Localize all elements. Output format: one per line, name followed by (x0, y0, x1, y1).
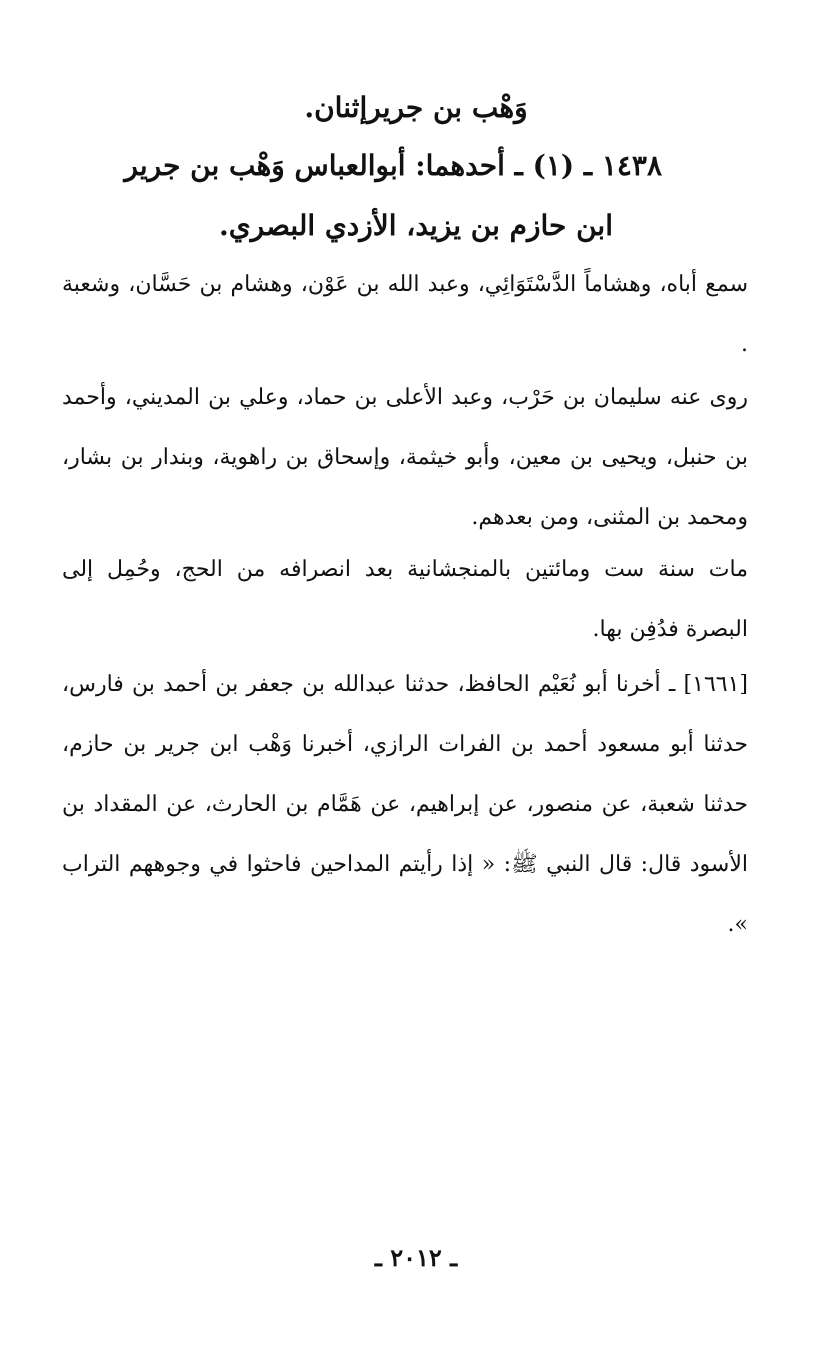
hadith-paragraph: [١٦٦١] ـ أخرنا أبو نُعَيْم الحافظ، حدثنا عبدالله بن جعفر بن أحمد بن فارس، حدثنا أبو مسعود أحمد بن الفرات الرازي، أخبرنا وَهْب ابن جرير بن حازم، حدثنا شعبة، عن منصور، عن إبراهيم، عن هَمَّام بن الحارث، عن المقداد بن الأسود قال: قال النبي ﷺ: « إذا رأيتم المداحين فاحثوا في وجوههم التراب ». (62, 672, 748, 937)
page-number: ـ ٢٠١٢ ـ (374, 1243, 458, 1272)
death-paragraph: مات سنة ست ومائتين بالمنجشانية بعد انصرافه من الحج، وحُمِل إلى البصرة فدُفِن بها. (62, 557, 748, 642)
students-paragraph: روى عنه سليمان بن حَرْب، وعبد الأعلى بن حماد، وعلي بن المديني، وأحمد بن حنبل، ويحيى بن معين، وأبو خيثمة، وإسحاق بن راهوية، وبندار بن بشار، ومحمد بن المثنى، ومن بعدهم. (62, 385, 748, 530)
entry-lineage: ابن حازم بن يزيد، الأزدي البصري. (218, 209, 613, 242)
entry-title: وَهْب بن جريرإثنان. (304, 91, 528, 124)
entry-number-heading: ١٤٣٨ ـ (١) ـ أحدهما: أبوالعباس وَهْب بن جرير (124, 149, 662, 182)
teachers-paragraph: سمع أباه، وهشاماً الدَّسْتَوَائِي، وعبد الله بن عَوْن، وهشام بن حَسَّان، وشعبة . (62, 272, 748, 357)
